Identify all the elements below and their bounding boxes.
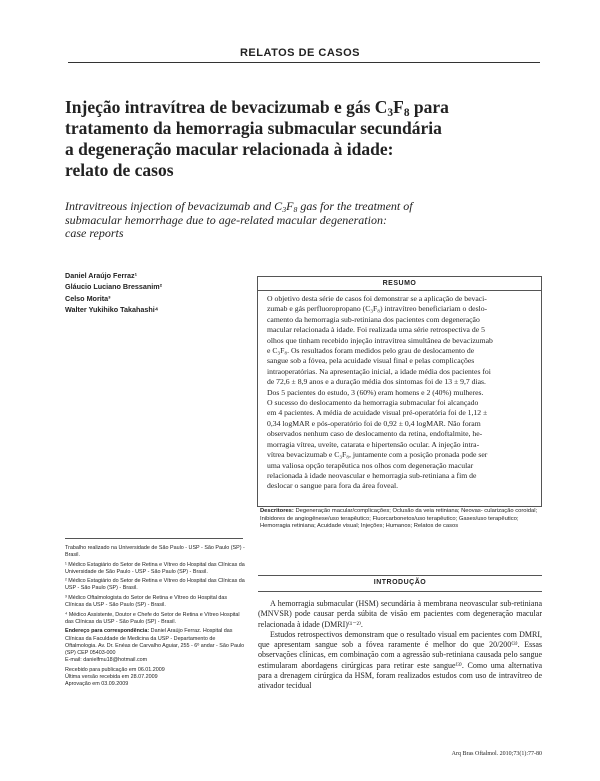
correspondence-text: Daniel Araújo Ferraz. Hospital das Clínicas da Faculdade de Medicina da USP - Departamento de Oftalmologia. Av. Dr. Enéas de Carvalho Aguiar, 255 - 6º andar - São Paulo (SP) CEP 05403-000 bbox=[65, 628, 245, 656]
date-received: Recebido para publicação em 06.01.2009 bbox=[65, 666, 165, 673]
abstract-line: olhos que tinham recebido injeção intravítrea simultânea de bevacizumab bbox=[267, 335, 493, 345]
title-pt-line-4: relato de casos bbox=[65, 160, 174, 180]
introduction-text bbox=[258, 599, 542, 692]
title-pt-line-1: Injeção intravítrea de bevacizumab e gás $C_3F_8$ para bbox=[65, 97, 449, 119]
email-link[interactable]: E-mail: danielfmu18@hotmail.com bbox=[65, 657, 148, 664]
intro-paragraph: A hemorragia submacular (HSM) secundária à membrana neovascular sub-retiniana (MNVSR) pode causar perda súbita de visão em pacientes com degeneração macular relacionada à idade (DMRI)⁽¹⁻²⁾. bbox=[258, 599, 542, 629]
abstract-line: macular relacionada à idade. Foi realizada uma série retrospectiva de 5 bbox=[267, 325, 485, 335]
title-en-line-3: case reports bbox=[65, 226, 124, 240]
intro-paragraph: Estudos retrospectivos demonstram que o resultado visual em pacientes com DMRI, que apresentam sangue sob a fóvea raramente é melhor do que 20/200⁽³⁾. Essas observações clínicas, em combinação com a agressão sub-retiniana causada pelo sangue estimularam abordagens cirúrgicas para retirar este sangue⁽³⁾. Como uma alternativa para a drenagem cirúrgica da HSM, foram realizados estudos com uso de intravítreo de ativador tecidual bbox=[258, 629, 542, 691]
header-rule bbox=[68, 62, 540, 63]
introduction-heading: INTRODUÇÃO bbox=[373, 579, 427, 586]
title-portuguese bbox=[65, 97, 545, 181]
abstract-line: zumab e gás perfluoropropano (C₃F₈) intravítreo beneficiariam o deslo- bbox=[267, 304, 488, 314]
abstract-line: O objetivo desta série de casos foi demonstrar se a aplicação de bevaci- bbox=[267, 294, 487, 303]
abstract-line: O sucesso do deslocamento da hemorragia submacular foi alcançado bbox=[267, 398, 479, 408]
title-pt-line-2: tratamento da hemorragia submacular secundária bbox=[65, 118, 442, 138]
abstract-line: e C₃F₈. Os resultados foram medidos pelo grau de deslocamento de bbox=[267, 346, 475, 356]
abstract-line: uma valiosa opção terapêutica nos olhos com degeneração macular bbox=[267, 460, 474, 470]
descriptors-label: Descritores: bbox=[260, 508, 294, 514]
institution-note: Trabalho realizado na Universidade de São Paulo - USP - São Paulo (SP) - Brasil. bbox=[65, 545, 245, 559]
footnote-rule bbox=[65, 538, 243, 539]
abstract-text bbox=[267, 294, 535, 492]
abstract-line: vítrea bevacizumab e C₃F₈, juntamente com a posição pronada pode ser bbox=[267, 450, 488, 460]
author: Gláucio Luciano Bressanim² bbox=[65, 282, 163, 292]
footnotes bbox=[65, 545, 245, 688]
abstract-line: em 4 pacientes. A média de acuidade visual pré-operatória foi de 1,12 ± bbox=[267, 408, 488, 418]
abstract-line: morragia vítrea, uveíte, catarata e hipertensão ocular. A injeção intra- bbox=[267, 439, 480, 449]
abstract-line: intraoperatórias. Na apresentação inicial, a idade média dos pacientes foi bbox=[267, 366, 491, 376]
abstract-line: deslocar o sangue para fora da área foveal. bbox=[267, 481, 399, 491]
intro-rule-bottom bbox=[258, 591, 542, 592]
abstract-line: Dos 5 pacientes do estudo, 3 (60%) eram homens e 2 (40%) mulheres. bbox=[267, 387, 484, 397]
abstract-line: relacionada à idade neovascular e hemorragia sub-retiniana a fim de bbox=[267, 470, 477, 480]
intro-rule-top bbox=[258, 575, 542, 576]
abstract-line: observados nenhum caso de deslocamento da retina, endoftalmite, he- bbox=[267, 429, 483, 439]
author: Walter Yukihiko Takahashi⁴ bbox=[65, 304, 159, 314]
date-approved: Aprovação em 03.09.2009 bbox=[65, 681, 129, 688]
title-english bbox=[65, 200, 545, 241]
correspondence-label: Endereço para correspondência: bbox=[65, 628, 150, 635]
section-header: RELATOS DE CASOS bbox=[239, 47, 361, 59]
author-list bbox=[65, 270, 255, 315]
author-footnote: ² Médico Estagiário do Setor de Retina e Vítreo do Hospital das Clínicas da USP - São Paulo (SP) - Brasil. bbox=[65, 578, 245, 592]
author-footnote: ³ Médico Oftalmologista do Setor de Retina e Vítreo do Hospital das Clínicas da USP - São Paulo (SP) - Brasil. bbox=[65, 595, 228, 609]
title-en-line-2: submacular hemorrhage due to age-related macular degeneration: bbox=[65, 212, 387, 227]
author-footnote: ¹ Médico Estagiário do Setor de Retina e Vítreo do Hospital das Clínicas da Universidade de São Paulo - USP - São Paulo (SP) - Brasil. bbox=[65, 561, 245, 575]
descriptors bbox=[260, 508, 542, 531]
journal-citation: Arq Bras Oftalmol. 2010;73(1):77-80 bbox=[451, 751, 542, 757]
title-en-line-1: Intravitreous injection of bevacizumab and $C_3F_8$ gas for the treatment of bbox=[65, 199, 413, 214]
abstract-line: camento da hemorragia sub-retiniana dos pacientes com degeneração bbox=[267, 314, 480, 324]
abstract-line: de 72,6 ± 8,9 anos e a duração média dos sintomas foi de 13 ± 9,7 dias. bbox=[267, 377, 486, 387]
abstract-heading: RESUMO bbox=[258, 278, 541, 291]
author: Daniel Araújo Ferraz¹ bbox=[65, 271, 138, 280]
descriptors-text: Degeneração macular/complicações; Oclusão da veia retiniana; Neovas- cularização coroidal; Inibidores de angiogênese/uso terapêutico; Fluorcarbonetos/uso terapêutico; Gases/uso terapêutico; Hemorragia retiniana; Acuidade visual; Injeções; Humanos; Relatos de casos bbox=[260, 508, 538, 530]
abstract-line: 0,34 logMAR e pós-operatório foi de 0,92 ± 0,4 logMAR. Não foram bbox=[267, 418, 481, 428]
abstract-line: sangue sob a fóvea, pela acuidade visual final e pelas complicações bbox=[267, 356, 475, 366]
date-last-version: Última versão recebida em 28.07.2009 bbox=[65, 674, 158, 680]
title-pt-line-3: a degeneração macular relacionada à idade: bbox=[65, 139, 394, 159]
correspondence bbox=[65, 628, 245, 656]
author-footnote: ⁴ Médico Assistente, Doutor e Chefe do Setor de Retina e Vítreo Hospital das Clínicas da USP - São Paulo (SP) - Brasil. bbox=[65, 611, 240, 625]
author: Celso Morita³ bbox=[65, 293, 111, 303]
